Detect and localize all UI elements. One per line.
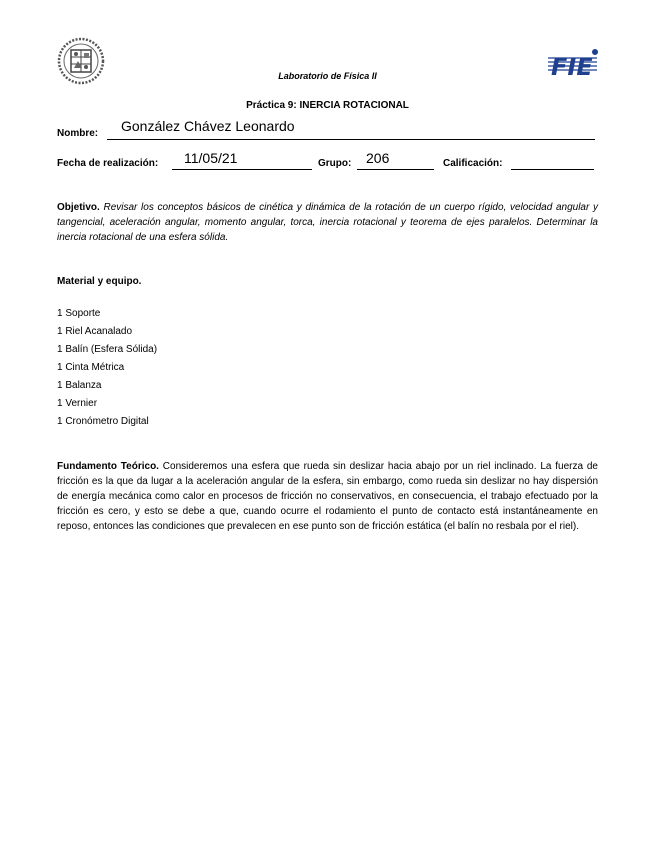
fundamento-text: Consideremos una esfera que rueda sin deslizar hacia abajo por un riel inclinado. La fuerza de fricción es la que da lugar a la aceleración angular de la esfera, sin embargo, como rueda sin deslizar no hay dispersión de energía mecánica como calor en procesos de fricción no conservativos, en consecuencia, el trabajo efectuado por la fricción es cero, y esto se debe a que, cuando ocurre el rodamiento el punto de contacto está instantáneamente en reposo, entonces las condiciones que prevalecen en ese punto son de fricción estática (el balín no resbala por el riel). <box>57 461 598 532</box>
list-item: 1 Balín (Esfera Sólida) <box>57 344 158 355</box>
grupo-value[interactable]: 206 <box>366 150 390 166</box>
list-item: 1 Cronómetro Digital <box>57 416 149 427</box>
objetivo-paragraph <box>57 200 598 245</box>
fecha-underline <box>172 169 312 170</box>
practica-title: Práctica 9: INERCIA ROTACIONAL <box>246 100 409 111</box>
fecha-label: Fecha de realización: <box>57 158 159 169</box>
grupo-underline <box>357 169 434 170</box>
nombre-underline <box>107 139 595 140</box>
list-item: 1 Balanza <box>57 380 102 391</box>
objetivo-text: Revisar los conceptos básicos de cinética y dinámica de la rotación de un cuerpo rígido, velocidad angular y tangencial, aceleración angular, momento angular, torca, inercia rotacional y teorema de ejes paralelos. Determinar la inercia rotacional de una esfera sólida. <box>57 202 598 243</box>
list-item: 1 Soporte <box>57 308 101 319</box>
list-item: 1 Cinta Métrica <box>57 362 125 373</box>
calificacion-label: Calificación: <box>443 158 503 169</box>
fecha-value[interactable]: 11/05/21 <box>184 150 238 166</box>
list-item: 1 Vernier <box>57 398 98 409</box>
grupo-label: Grupo: <box>318 158 352 169</box>
lab-title: Laboratorio de Física II <box>278 71 377 81</box>
objetivo-heading: Objetivo. <box>57 202 100 213</box>
fundamento-paragraph <box>57 459 598 534</box>
material-heading: Material y equipo. <box>57 276 142 287</box>
nombre-value[interactable]: González Chávez Leonardo <box>121 118 295 134</box>
fie-logo-text: FIE <box>551 53 593 81</box>
nombre-label: Nombre: <box>57 128 99 139</box>
material-list <box>57 305 157 431</box>
fundamento-heading: Fundamento Teórico. <box>57 461 159 472</box>
list-item: 1 Riel Acanalado <box>57 326 133 337</box>
calificacion-underline <box>511 169 594 170</box>
